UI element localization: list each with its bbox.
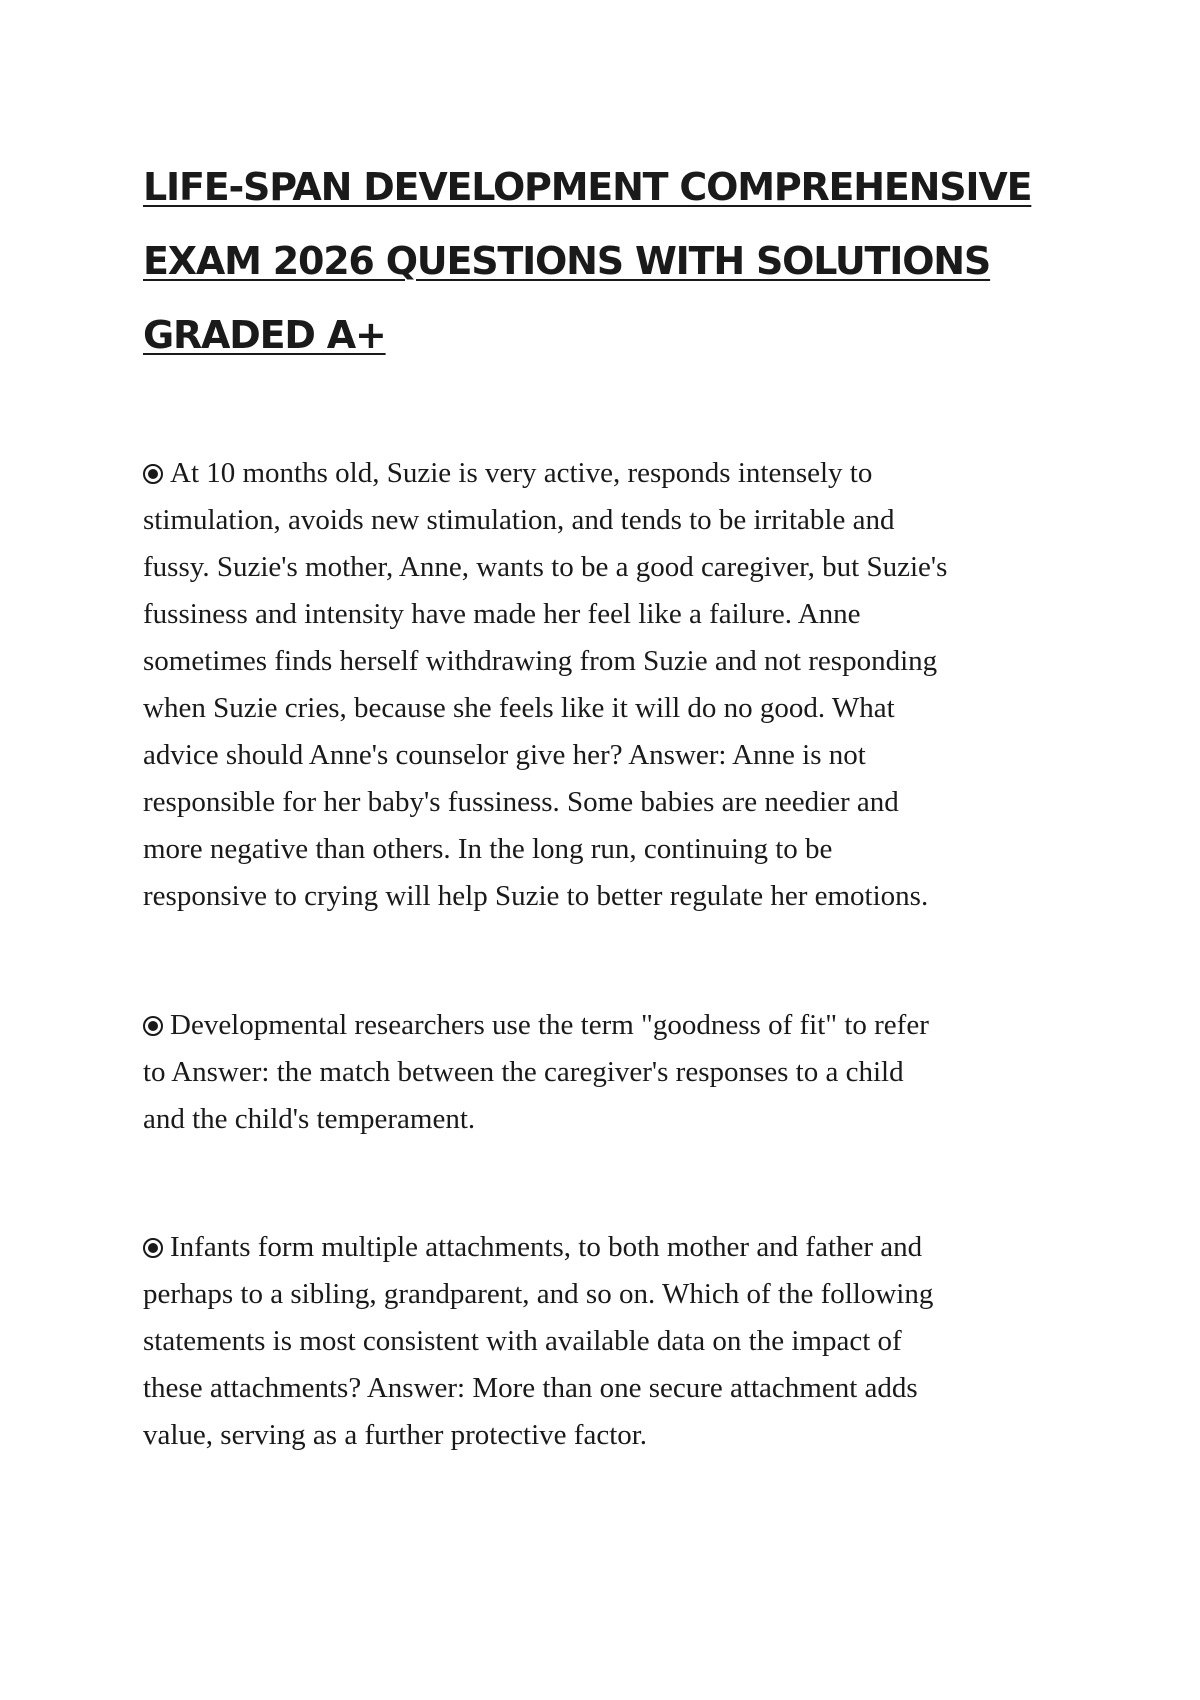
question-answer-item xyxy=(143,1002,1083,1143)
text-line: more negative than others. In the long run, continuing to be xyxy=(143,833,833,865)
text-line: value, serving as a further protective factor. xyxy=(143,1419,648,1451)
text-line: responsive to crying will help Suzie to better regulate her emotions. xyxy=(143,880,929,912)
question-answer-item xyxy=(143,450,1083,920)
question-answer-item xyxy=(143,1224,1083,1459)
document-title xyxy=(143,150,1083,372)
text-line: and the child's temperament. xyxy=(143,1103,476,1135)
text-line: stimulation, avoids new stimulation, and tends to be irritable and xyxy=(143,504,895,536)
text-line: these attachments? Answer: More than one secure attachment adds xyxy=(143,1372,918,1404)
title-line: EXAM 2026 QUESTIONS WITH SOLUTIONS xyxy=(143,239,991,283)
text-line: Infants form multiple attachments, to both mother and father and xyxy=(143,1224,1083,1271)
text-line: advice should Anne's counselor give her? Answer: Anne is not xyxy=(143,739,866,771)
text-line: when Suzie cries, because she feels like it will do no good. What xyxy=(143,692,895,724)
radio-bullet-icon xyxy=(143,1238,163,1258)
radio-bullet-icon xyxy=(143,1016,163,1036)
text-line: fussiness and intensity have made her feel like a failure. Anne xyxy=(143,598,861,630)
text-line: perhaps to a sibling, grandparent, and so on. Which of the following xyxy=(143,1278,934,1310)
text-line: sometimes finds herself withdrawing from Suzie and not responding xyxy=(143,645,938,677)
text-line: fussy. Suzie's mother, Anne, wants to be a good caregiver, but Suzie's xyxy=(143,551,948,583)
text-line: Developmental researchers use the term "goodness of fit" to refer xyxy=(143,1002,1083,1049)
text-line: to Answer: the match between the caregiver's responses to a child xyxy=(143,1056,904,1088)
title-line: LIFE-SPAN DEVELOPMENT COMPREHENSIVE xyxy=(143,165,1032,209)
text-line: statements is most consistent with available data on the impact of xyxy=(143,1325,902,1357)
text-line: responsible for her baby's fussiness. Some babies are needier and xyxy=(143,786,899,818)
radio-bullet-icon xyxy=(143,464,163,484)
text-line: At 10 months old, Suzie is very active, responds intensely to xyxy=(143,450,1083,497)
title-line: GRADED A+ xyxy=(143,313,386,357)
